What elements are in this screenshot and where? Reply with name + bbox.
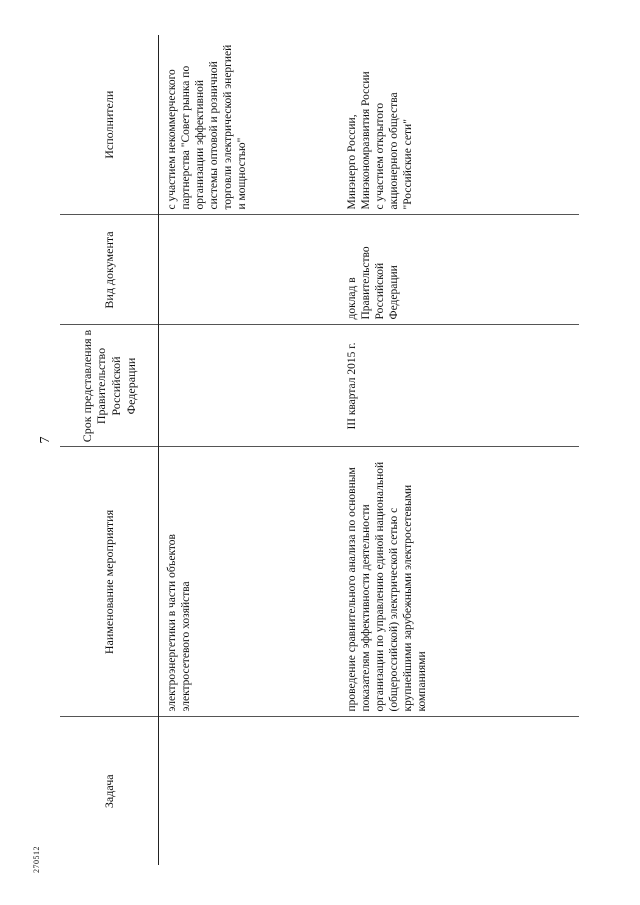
header-executors: Исполнители <box>60 35 159 215</box>
cell-doc-type <box>159 215 330 325</box>
header-term: Срок представления в Правительство Российской Федерации <box>60 325 159 447</box>
executors-main: Минэнерго России, Минэкономразвития России <box>346 71 373 210</box>
table-row <box>159 35 330 865</box>
cell-term: III квартал 2015 г. <box>329 325 579 447</box>
cell-executors: с участием некоммерческого партнерства "Совет рынка по организации эффективной системы оптовой и розничной торговли электрической энергией и мощностью" <box>159 35 330 215</box>
header-name: Наименование мероприятия <box>60 447 159 717</box>
header-doc-type: Вид документа <box>60 215 159 325</box>
header-task: Задача <box>60 717 159 865</box>
cell-name: электроэнергетики в части объектов электросетевого хозяйства <box>159 447 330 717</box>
cell-task <box>329 717 579 865</box>
cell-doc-type: доклад в Правительство Российской Федерации <box>329 215 579 325</box>
table-header-row <box>60 35 159 865</box>
table-row <box>329 35 579 865</box>
document-code: 270512 <box>32 846 41 873</box>
cell-name: проведение сравнительного анализа по основным показателям эффективности деятельности организации по управлению единой национальной (общероссийской) электрической сетью с крупнейшими зарубежными электросетевыми компаниями <box>329 447 579 717</box>
cell-task <box>159 717 330 865</box>
cell-term <box>159 325 330 447</box>
action-plan-table <box>60 35 579 865</box>
executors-participation: с участием открытого акционерного общества "Российские сети" <box>374 92 415 210</box>
cell-executors <box>329 35 579 215</box>
page-number: 7 <box>38 436 53 444</box>
